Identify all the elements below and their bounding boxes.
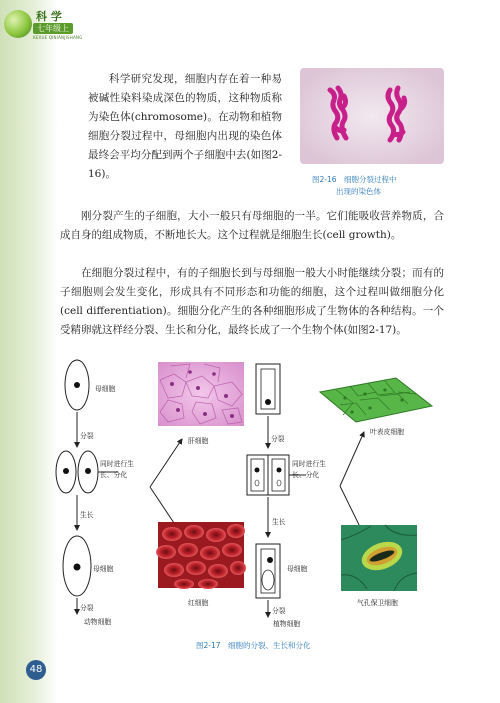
plant-mother-cell-top	[256, 364, 280, 414]
label-divide-right-1: 分裂	[271, 435, 285, 443]
header-grade: 七年级上	[33, 23, 73, 34]
plant-mother-cell-bottom	[256, 544, 280, 598]
label-guard-cell: 气孔保卫细胞	[357, 599, 398, 607]
label-animal-cell: 动物细胞	[84, 618, 112, 626]
label-red-blood-cell: 红细胞	[188, 599, 209, 607]
animal-mother-cell-bottom	[63, 536, 91, 596]
label-grow-right: 生长	[272, 518, 286, 526]
animal-daughter-cells	[56, 451, 98, 493]
liver-cell-image	[158, 362, 244, 426]
label-simultaneous-right-2: 长、分化	[292, 471, 320, 479]
header-pinyin: KEXUE QINIANJISHANG	[33, 35, 83, 40]
label-simultaneous-left-2: 长、分化	[100, 471, 128, 479]
guard-cell-image	[341, 525, 417, 591]
page-number-badge: 48	[26, 660, 46, 680]
label-mother-cell-left-bottom: 母细胞	[93, 565, 114, 573]
label-simultaneous-left-1: 同时进行生	[100, 460, 134, 468]
figure-2-16-caption-line1: 图2-16 细胞分裂过程中	[312, 175, 397, 184]
label-plant-cell: 植物细胞	[273, 620, 301, 628]
animal-mother-cell-top	[65, 360, 89, 410]
arrow-to-liver	[150, 439, 182, 487]
label-mother-cell-right-bottom: 母细胞	[287, 565, 308, 573]
figure-2-16-caption-line2: 出现的染色体	[336, 187, 381, 196]
paragraph-chromosome: 科学研究发现，细胞内存在着一种易被碱性染料染成深色的物质，这种物质称为染色体(chromosome)。在动物和植物细胞分裂过程中，母细胞内出现的染色体最终会平均分配到两个子细胞中去(如图2-16)。	[88, 73, 282, 180]
arrow-to-leaf-cell	[340, 432, 364, 486]
label-leaf-epidermal-cell: 叶表皮细胞	[370, 428, 404, 436]
label-liver-cell: 肝细胞	[188, 437, 209, 445]
label-grow-left: 生长	[80, 511, 94, 519]
label-divide-left-2: 分裂	[80, 604, 94, 612]
plant-daughter-cells	[247, 455, 289, 495]
label-mother-cell-left-top: 母细胞	[95, 385, 116, 393]
label-divide-right-2: 分裂	[272, 607, 286, 615]
leaf-epidermal-cell-image	[320, 378, 432, 422]
label-simultaneous-right-1: 同时进行生	[292, 460, 326, 468]
header-subject: 科 学	[36, 10, 62, 23]
paragraph-cell-differentiation: 在细胞分裂过程中，有的子细胞长到与母细胞一般大小时能继续分裂；而有的子细胞则会发生变化，形成具有不同形态和功能的细胞，这个过程叫做细胞分化(cell differentiation)。细胞分化产生的各种细胞形成了生物体的各种结构。一个受精卵就这样经分裂、生长和分化，最终长成了一个生物个体(如图2-17)。	[60, 267, 444, 336]
label-divide-left-1: 分裂	[80, 432, 94, 440]
figure-2-17-caption: 图2-17 细胞的分裂、生长和分化	[196, 641, 311, 650]
paragraph-cell-growth: 刚分裂产生的子细胞，大小一般只有母细胞的一半。它们能吸收营养物质，合成自身的组成物质，不断地长大。这个过程就是细胞生长(cell growth)。	[60, 210, 444, 241]
red-blood-cell-image	[156, 522, 246, 589]
